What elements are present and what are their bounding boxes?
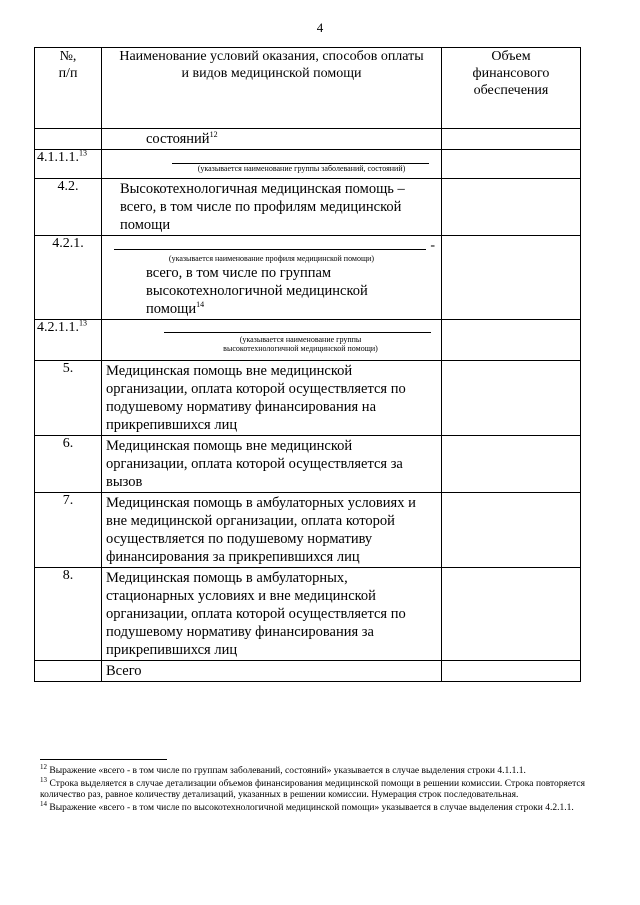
footnotes xyxy=(40,759,585,815)
table-row xyxy=(35,568,581,661)
row-name-cell: Медицинская помощь вне медицинской организации, оплата которой осуществляется за вызов xyxy=(102,436,442,493)
header-name: Наименование условий оказания, способов оплаты и видов медицинской помощи xyxy=(102,48,442,129)
row-name-cell: Высокотехнологичная медицинская помощь – всего, в том числе по профилям медицинской помощи xyxy=(102,179,442,236)
table-row xyxy=(35,436,581,493)
row-volume-cell xyxy=(442,568,581,661)
row-name-cell: (указывается наименование группы высокотехнологичной медицинской помощи) xyxy=(102,320,442,361)
row-volume-cell xyxy=(442,661,581,682)
financing-table xyxy=(34,47,581,682)
row-volume-cell xyxy=(442,129,581,150)
row-number-cell xyxy=(35,661,102,682)
fill-in-line xyxy=(164,332,431,333)
table-row xyxy=(35,129,581,150)
footnote-14: $^{14}$ Выражение «всего - в том числе по высокотехнологичной медицинской помощи» указывается в случае выделения строки 4.2.1.1. xyxy=(40,799,574,813)
row-volume-cell xyxy=(442,436,581,493)
table-row xyxy=(35,361,581,436)
row-number-cell: 5. xyxy=(35,361,102,436)
row-name-cell: состояний$^{12}$ xyxy=(102,129,442,150)
row-name-cell: Медицинская помощь в амбулаторных, стационарных условиях и вне медицинской организации, оплата которой осуществляется по подушевому нормативу финансирования за прикрепившихся лиц xyxy=(102,568,442,661)
row-number-cell: 4.2.1. xyxy=(35,236,102,320)
table-row xyxy=(35,320,581,361)
row-volume-cell xyxy=(442,493,581,568)
row-volume-cell xyxy=(442,150,581,179)
row-volume-cell xyxy=(442,236,581,320)
footnote-12: $^{12}$ Выражение «всего - в том числе по группам заболеваний, состояний» указывается в случае выделения строки 4.1.1.1. xyxy=(40,762,526,776)
row-name-cell: Всего xyxy=(102,661,442,682)
row-name-cell: Медицинская помощь вне медицинской организации, оплата которой осуществляется по подушевому нормативу финансирования на прикрепившихся лиц xyxy=(102,361,442,436)
header-number: №, п/п xyxy=(35,48,102,129)
table-row xyxy=(35,493,581,568)
table-header-row xyxy=(35,48,581,129)
row-volume-cell xyxy=(442,361,581,436)
table-row xyxy=(35,179,581,236)
row-volume-cell xyxy=(442,320,581,361)
page-number: 4 xyxy=(316,20,324,35)
row-number-cell: 4.2. xyxy=(35,179,102,236)
footnote-separator xyxy=(40,759,167,760)
row-number-cell: 4.1.1.1.13 xyxy=(35,150,102,179)
table-row-total xyxy=(35,661,581,682)
row-number-cell: 4.2.1.1.13 xyxy=(35,320,102,361)
row-number-cell: 6. xyxy=(35,436,102,493)
table-row xyxy=(35,150,581,179)
fill-in-line xyxy=(114,249,426,250)
row-name-cell: (указывается наименование группы заболеваний, состояний) xyxy=(102,150,442,179)
row-name-cell: - (указывается наименование профиля медицинской помощи) всего, в том числе по группам высокотехнологичной медицинской помощи$^{14}$ xyxy=(102,236,442,320)
row-name-cell: Медицинская помощь в амбулаторных условиях и вне медицинской организации, оплата которой осуществляется по подушевому нормативу финансирования за прикрепившихся лиц xyxy=(102,493,442,568)
footnote-13: $^{13}$ Строка выделяется в случае детализации объемов финансирования медицинской помощи в решении комиссии. Строка повторяется количество раз, равное количеству детализаций, указанных в решении комиссии. Нумерация строк последовательная. xyxy=(40,775,585,800)
row-number-cell: 7. xyxy=(35,493,102,568)
row-number-cell: 8. xyxy=(35,568,102,661)
row-number-cell xyxy=(35,129,102,150)
row-volume-cell xyxy=(442,179,581,236)
header-volume: Объем финансового обеспечения xyxy=(442,48,581,129)
table-row xyxy=(35,236,581,320)
